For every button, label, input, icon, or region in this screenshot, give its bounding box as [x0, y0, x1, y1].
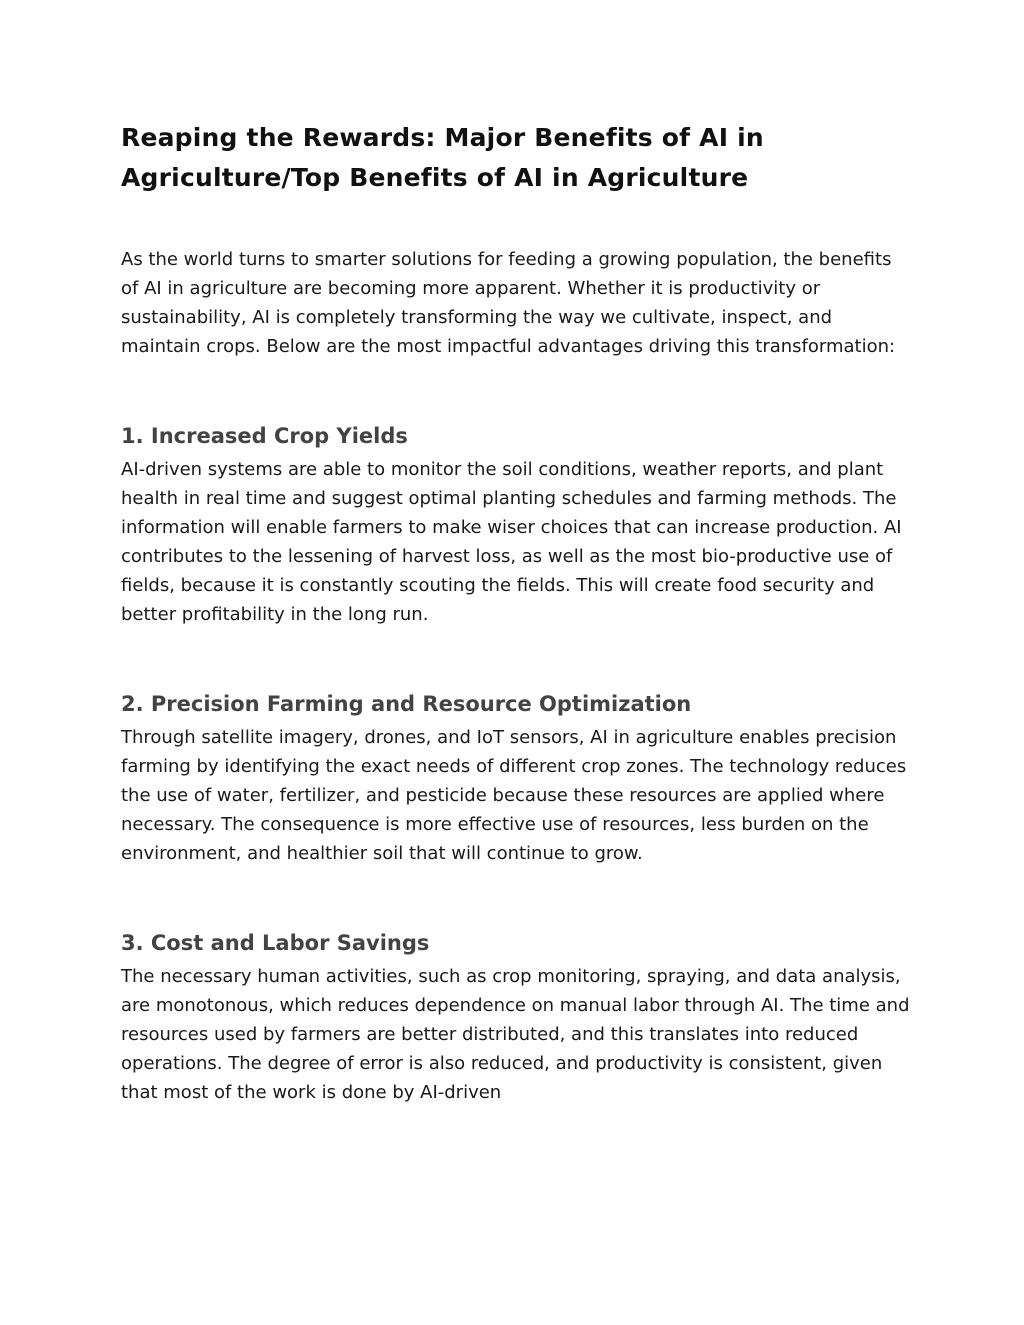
section-heading: 2. Precision Farming and Resource Optimization [121, 692, 692, 716]
section-heading: 3. Cost and Labor Savings [121, 931, 430, 955]
section-cost-labor [121, 926, 911, 1107]
intro-paragraph: As the world turns to smarter solutions for feeding a growing population, the benefits of AI in agriculture are becoming more apparent. Whether it is productivity or sustainability, AI is completely transforming the way we cultivate, inspect, and maintain crops. Below are the most impactful advantages driving this transformation: [121, 249, 896, 357]
section-body: Through satellite imagery, drones, and IoT sensors, AI in agriculture enables precision farming by identifying the exact needs of different crop zones. The technology reduces the use of water, fertilizer, and pesticide because these resources are applied where necessary. The consequence is more effective use of resources, less burden on the environment, and healthier soil that will continue to grow. [121, 727, 907, 864]
section-heading: 1. Increased Crop Yields [121, 424, 408, 448]
document-title: Reaping the Rewards: Major Benefits of AI in Agriculture/Top Benefits of AI in Agriculture [121, 123, 764, 192]
section-body: AI-driven systems are able to monitor the soil conditions, weather reports, and plant health in real time and suggest optimal planting schedules and farming methods. The information will enable farmers to make wiser choices that can increase production. AI contributes to the lessening of harvest loss, as well as the most bio-productive use of fields, because it is constantly scouting the fields. This will create food security and better profitability in the long run. [121, 459, 902, 625]
section-precision-farming [121, 687, 911, 868]
section-crop-yields [121, 419, 911, 629]
document-page [121, 118, 911, 1107]
section-body: The necessary human activities, such as crop monitoring, spraying, and data analysis, are monotonous, which reduces dependence on manual labor through AI. The time and resources used by farmers are better distributed, and this translates into reduced operations. The degree of error is also reduced, and productivity is consistent, given that most of the work is done by AI-driven [121, 966, 910, 1103]
